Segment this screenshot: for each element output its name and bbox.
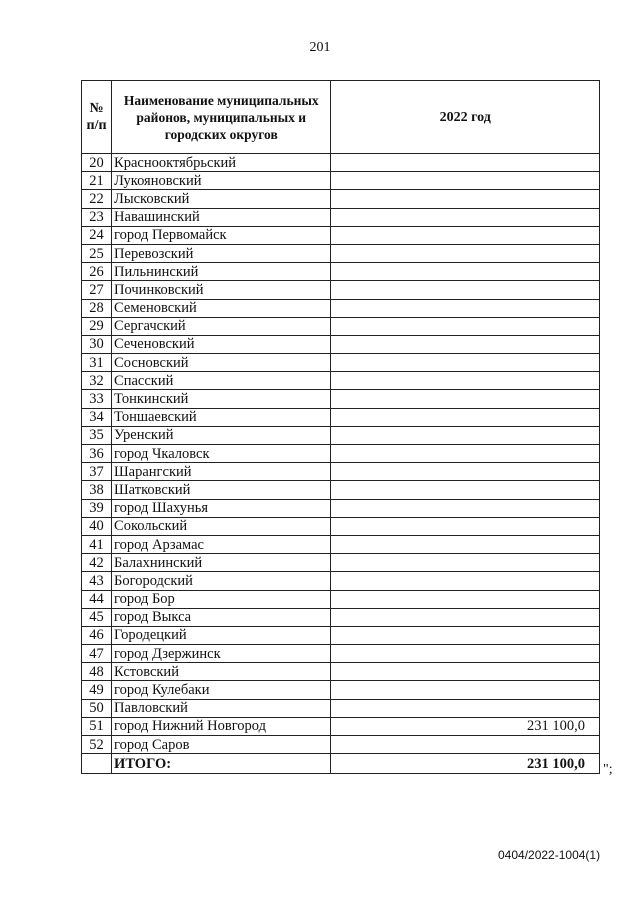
row-value — [331, 154, 600, 172]
row-number: 24 — [82, 226, 112, 244]
table-row — [82, 390, 600, 408]
row-number: 37 — [82, 463, 112, 481]
row-value — [331, 572, 600, 590]
row-municipality-name: Навашинский — [112, 208, 331, 226]
row-municipality-name: Тоншаевский — [112, 408, 331, 426]
table-header-row — [82, 81, 600, 154]
row-municipality-name: Пильнинский — [112, 263, 331, 281]
table-row — [82, 481, 600, 499]
row-number: 22 — [82, 190, 112, 208]
row-municipality-name: Городецкий — [112, 626, 331, 644]
row-municipality-name: город Шахунья — [112, 499, 331, 517]
row-value — [331, 263, 600, 281]
row-municipality-name: город Нижний Новгород — [112, 717, 331, 735]
row-value — [331, 626, 600, 644]
row-municipality-name: Починковский — [112, 281, 331, 299]
row-municipality-name: Краснооктябрьский — [112, 154, 331, 172]
row-number: 48 — [82, 663, 112, 681]
allocation-table — [81, 80, 600, 774]
row-municipality-name: Лысковский — [112, 190, 331, 208]
row-number: 29 — [82, 317, 112, 335]
row-municipality-name: Спасский — [112, 372, 331, 390]
row-number: 49 — [82, 681, 112, 699]
table-row — [82, 244, 600, 262]
row-number: 26 — [82, 263, 112, 281]
closing-quote-mark: "; — [603, 762, 613, 777]
row-municipality-name: Лукояновский — [112, 172, 331, 190]
table-row — [82, 663, 600, 681]
row-value — [331, 535, 600, 553]
table-row — [82, 354, 600, 372]
table-row — [82, 590, 600, 608]
table-row — [82, 208, 600, 226]
row-value — [331, 335, 600, 353]
row-value — [331, 608, 600, 626]
table-row — [82, 172, 600, 190]
row-value — [331, 244, 600, 262]
table-row — [82, 608, 600, 626]
page-number: 201 — [309, 40, 331, 55]
header-number: № п/п — [82, 81, 112, 154]
row-value — [331, 226, 600, 244]
row-number: 32 — [82, 372, 112, 390]
row-municipality-name: город Выкса — [112, 608, 331, 626]
row-number: 20 — [82, 154, 112, 172]
table-row — [82, 717, 600, 735]
row-value — [331, 408, 600, 426]
row-municipality-name: Кстовский — [112, 663, 331, 681]
row-value — [331, 645, 600, 663]
row-number: 25 — [82, 244, 112, 262]
row-municipality-name: Сокольский — [112, 517, 331, 535]
row-number: 41 — [82, 535, 112, 553]
row-number: 38 — [82, 481, 112, 499]
table-row — [82, 154, 600, 172]
row-value — [331, 208, 600, 226]
table-row — [82, 736, 600, 754]
table-row — [82, 535, 600, 553]
row-municipality-name: Балахнинский — [112, 554, 331, 572]
row-value — [331, 499, 600, 517]
row-number: 51 — [82, 717, 112, 735]
row-value — [331, 426, 600, 444]
row-municipality-name: город Чкаловск — [112, 445, 331, 463]
row-municipality-name: город Бор — [112, 590, 331, 608]
row-value — [331, 390, 600, 408]
total-number-cell — [82, 754, 112, 774]
row-value: 231 100,0 — [331, 717, 600, 735]
row-number: 40 — [82, 517, 112, 535]
row-municipality-name: Сеченовский — [112, 335, 331, 353]
table-row — [82, 317, 600, 335]
table-row — [82, 681, 600, 699]
table-row — [82, 408, 600, 426]
row-value — [331, 517, 600, 535]
table-row — [82, 572, 600, 590]
row-number: 33 — [82, 390, 112, 408]
row-value — [331, 736, 600, 754]
header-year-2022: 2022 год — [331, 81, 600, 154]
row-municipality-name: Шатковский — [112, 481, 331, 499]
row-municipality-name: город Первомайск — [112, 226, 331, 244]
row-value — [331, 281, 600, 299]
table-row — [82, 426, 600, 444]
row-number: 47 — [82, 645, 112, 663]
row-value — [331, 590, 600, 608]
table-body — [82, 154, 600, 774]
total-value: 231 100,0 — [331, 754, 600, 774]
row-number: 45 — [82, 608, 112, 626]
table-row — [82, 299, 600, 317]
header-municipality-name: Наименование муниципальных районов, муниципальных и городских округов — [112, 81, 331, 154]
table-row — [82, 226, 600, 244]
row-municipality-name: Богородский — [112, 572, 331, 590]
row-value — [331, 172, 600, 190]
row-value — [331, 554, 600, 572]
table-row — [82, 699, 600, 717]
table-row — [82, 463, 600, 481]
row-municipality-name: Сергачский — [112, 317, 331, 335]
row-value — [331, 317, 600, 335]
row-municipality-name: город Дзержинск — [112, 645, 331, 663]
row-value — [331, 190, 600, 208]
row-value — [331, 299, 600, 317]
table-row — [82, 554, 600, 572]
row-number: 42 — [82, 554, 112, 572]
table-row — [82, 645, 600, 663]
row-value — [331, 699, 600, 717]
row-municipality-name: Уренский — [112, 426, 331, 444]
document-code: 0404/2022-1004(1) — [498, 848, 601, 862]
row-number: 34 — [82, 408, 112, 426]
row-municipality-name: город Саров — [112, 736, 331, 754]
row-value — [331, 481, 600, 499]
table-row — [82, 281, 600, 299]
row-municipality-name: город Кулебаки — [112, 681, 331, 699]
row-municipality-name: Шарангский — [112, 463, 331, 481]
row-number: 35 — [82, 426, 112, 444]
row-municipality-name: Семеновский — [112, 299, 331, 317]
table-row — [82, 190, 600, 208]
row-number: 27 — [82, 281, 112, 299]
row-municipality-name: Тонкинский — [112, 390, 331, 408]
row-number: 28 — [82, 299, 112, 317]
row-number: 23 — [82, 208, 112, 226]
row-value — [331, 445, 600, 463]
row-number: 31 — [82, 354, 112, 372]
table-row — [82, 517, 600, 535]
row-number: 52 — [82, 736, 112, 754]
table-row — [82, 626, 600, 644]
table-row — [82, 499, 600, 517]
table-row — [82, 445, 600, 463]
row-municipality-name: Сосновский — [112, 354, 331, 372]
row-number: 36 — [82, 445, 112, 463]
table-row — [82, 372, 600, 390]
row-number: 21 — [82, 172, 112, 190]
row-value — [331, 354, 600, 372]
row-number: 44 — [82, 590, 112, 608]
row-value — [331, 463, 600, 481]
row-municipality-name: Перевозский — [112, 244, 331, 262]
row-value — [331, 372, 600, 390]
table-row — [82, 263, 600, 281]
row-number: 50 — [82, 699, 112, 717]
table-total-row — [82, 754, 600, 774]
row-value — [331, 663, 600, 681]
row-municipality-name: Павловский — [112, 699, 331, 717]
row-number: 30 — [82, 335, 112, 353]
row-value — [331, 681, 600, 699]
row-number: 43 — [82, 572, 112, 590]
row-number: 46 — [82, 626, 112, 644]
row-number: 39 — [82, 499, 112, 517]
row-municipality-name: город Арзамас — [112, 535, 331, 553]
table-row — [82, 335, 600, 353]
total-label: ИТОГО: — [112, 754, 331, 774]
